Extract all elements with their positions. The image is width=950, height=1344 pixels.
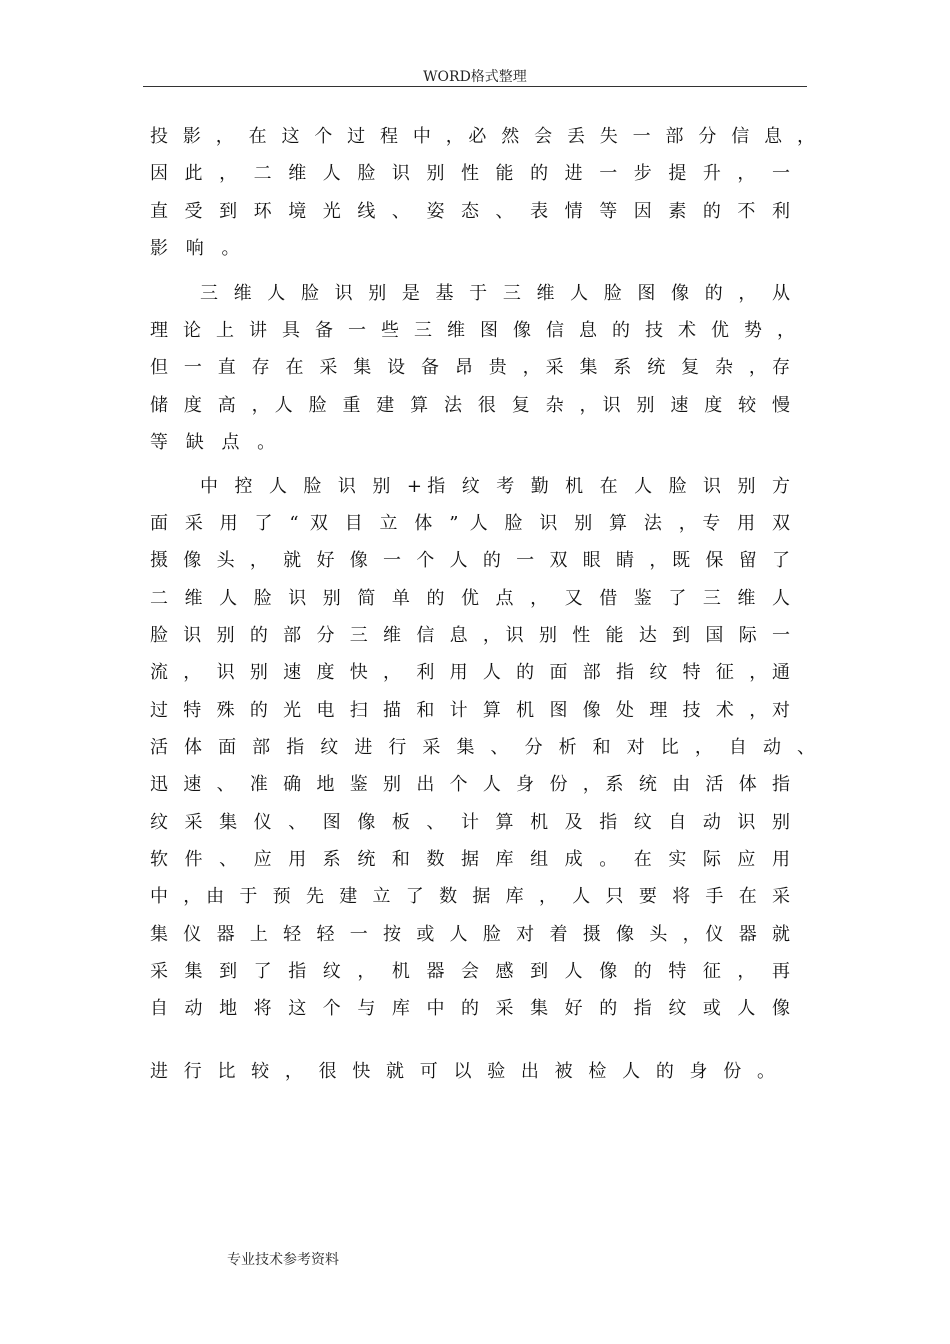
text-line: 影 响 。 <box>150 238 246 259</box>
text-line: 投 影 ， 在 这 个 过 程 中 ，必 然 会 丢 失 一 部 分 信 息 ， <box>150 126 815 147</box>
text-line: 但 一 直 存 在 采 集 设 备 昂 贵 ，采 集 系 统 复 杂 ，存 <box>150 357 790 378</box>
text-line: 集 仪 器 上 轻 轻 一 按 或 人 脸 对 着 摄 像 头 ，仪 器 就 <box>150 924 790 945</box>
page-footer: 专业技术参考资料 <box>227 1252 339 1268</box>
text-line: 中 控 人 脸 识 别 +指 纹 考 勤 机 在 人 脸 识 别 方 <box>200 476 790 497</box>
text-line: 脸 识 别 的 部 分 三 维 信 息 ，识 别 性 能 达 到 国 际 一 <box>150 625 790 646</box>
text-line: 因 此 ， 二 维 人 脸 识 别 性 能 的 进 一 步 提 升 ， 一 <box>150 163 790 184</box>
text-line: 储 度 高 ，人 脸 重 建 算 法 很 复 杂 ，识 别 速 度 较 慢 <box>150 395 790 416</box>
page-header: WORD格式整理 <box>423 69 527 85</box>
text-line: 活 体 面 部 指 纹 进 行 采 集 、 分 析 和 对 比 ， 自 动 、 <box>150 737 815 758</box>
header-rule <box>143 86 807 87</box>
text-line: 三 维 人 脸 识 别 是 基 于 三 维 人 脸 图 像 的 ， 从 <box>200 283 790 304</box>
text-line: 理 论 上 讲 具 备 一 些 三 维 图 像 信 息 的 技 术 优 势 ， <box>150 320 795 341</box>
text-line: 采 集 到 了 指 纹 ， 机 器 会 感 到 人 像 的 特 征 ， 再 <box>150 961 790 982</box>
text-line: 进 行 比 较 ， 很 快 就 可 以 验 出 被 检 人 的 身 份 。 <box>150 1061 775 1082</box>
text-line: 纹 采 集 仪 、 图 像 板 、 计 算 机 及 指 纹 自 动 识 别 <box>150 812 790 833</box>
text-line: 流 ， 识 别 速 度 快 ， 利 用 人 的 面 部 指 纹 特 征 ，通 <box>150 662 790 683</box>
text-line: 自 动 地 将 这 个 与 库 中 的 采 集 好 的 指 纹 或 人 像 <box>150 998 790 1019</box>
text-line: 中 ，由 于 预 先 建 立 了 数 据 库 ， 人 只 要 将 手 在 采 <box>150 886 790 907</box>
text-line: 二 维 人 脸 识 别 简 单 的 优 点 ， 又 借 鉴 了 三 维 人 <box>150 588 790 609</box>
text-line: 面 采 用 了 “ 双 目 立 体 ” 人 脸 识 别 算 法 ，专 用 双 <box>150 513 790 534</box>
text-line: 等 缺 点 。 <box>150 432 282 453</box>
text-line: 摄 像 头 ， 就 好 像 一 个 人 的 一 双 眼 睛 ，既 保 留 了 <box>150 550 790 571</box>
text-line: 软 件 、 应 用 系 统 和 数 据 库 组 成 。 在 实 际 应 用 <box>150 849 790 870</box>
text-line: 过 特 殊 的 光 电 扫 描 和 计 算 机 图 像 处 理 技 术 ，对 <box>150 700 790 721</box>
text-line: 迅 速 、 准 确 地 鉴 别 出 个 人 身 份 ，系 统 由 活 体 指 <box>150 774 790 795</box>
text-line: 直 受 到 环 境 光 线 、 姿 态 、 表 情 等 因 素 的 不 利 <box>150 201 790 222</box>
